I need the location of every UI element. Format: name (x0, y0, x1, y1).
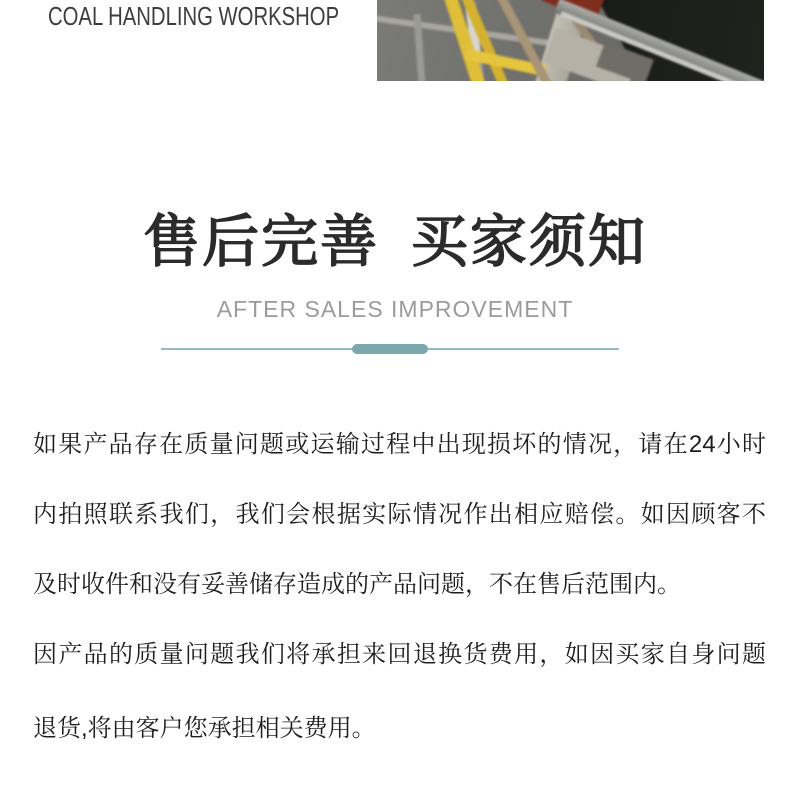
notice-line: 退货,将由客户您承担相关费用。 (33, 715, 376, 742)
section-subtitle: AFTER SALES IMPROVEMENT (216, 296, 574, 322)
notice-line: 因产品的质量问题我们将承担来回退换货费用，如因买家自身问题 (33, 641, 766, 668)
conveyor-belt-photo-shapes (377, 0, 764, 81)
notice-line: 如果产品存在质量问题或运输过程中出现损坏的情况，请在24小时 (33, 431, 766, 458)
divider-accent-pill (352, 344, 428, 354)
coal-handling-workshop-label: COAL HANDLING WORKSHOP (48, 1, 340, 31)
section-divider (161, 340, 619, 358)
conveyor-belt-photo (377, 0, 764, 81)
section-title: 售后完善 买家须知 (143, 210, 647, 274)
notice-line: 内拍照联系我们，我们会根据实际情况作出相应赔偿。如因顾客不 (33, 501, 766, 528)
after-sales-notice (33, 410, 766, 764)
notice-line: 及时收件和没有妥善储存造成的产品问题，不在售后范围内。 (33, 571, 681, 598)
